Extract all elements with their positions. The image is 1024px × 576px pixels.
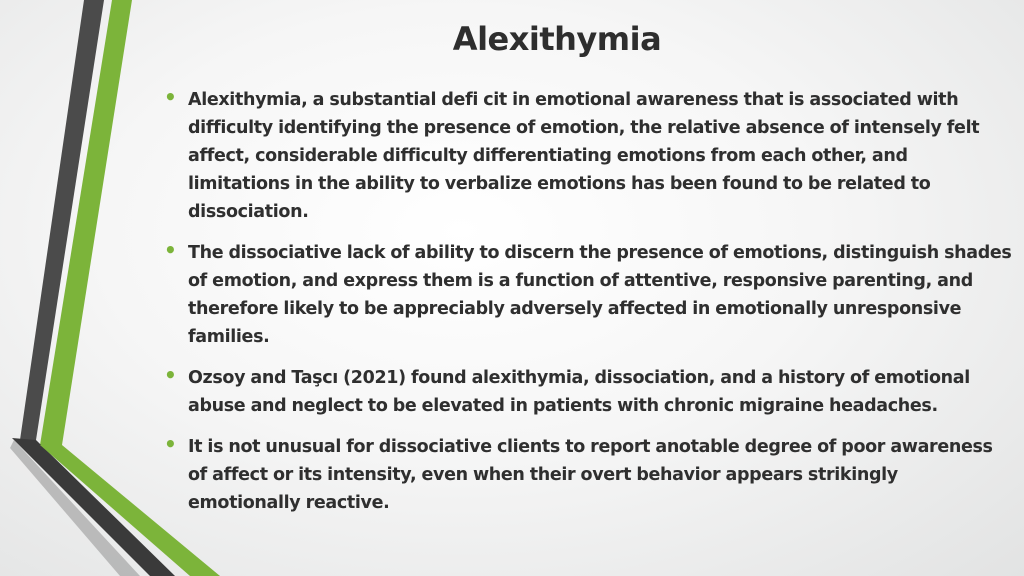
bullet-marker: • (164, 432, 177, 456)
bullet-item (164, 239, 1014, 351)
bullet-text: Alexithymia, a substantial defi cit in emotional awareness that is associated with difficulty identifying the presence of emotion, the relative absence of intensely felt affect, considerable difficulty differentiating emotions from each other, and limitations in the ability to verbalize emotions has been found to be related to dissociation. (188, 90, 980, 222)
bullet-text: It is not unusual for dissociative clients to report anotable degree of poor awareness of affect or its intensity, even when their overt behavior appears strikingly emotionally reactive. (188, 437, 993, 513)
slide-title: Alexithymia (452, 20, 662, 58)
bullet-list (164, 86, 1014, 530)
bullet-item (164, 86, 1014, 226)
dark-lower-stripe (12, 438, 175, 576)
bullet-marker: • (164, 85, 177, 109)
bullet-text: Ozsoy and Taşcı (2021) found alexithymia, dissociation, and a history of emotional abuse and neglect to be elevated in patients with chronic migraine headaches. (188, 368, 970, 416)
bullet-item (164, 364, 1014, 420)
bullet-marker: • (164, 238, 177, 262)
bullet-item (164, 433, 1014, 517)
bullet-text: The dissociative lack of ability to discern the presence of emotions, distinguish shades of emotion, and express them is a function of attentive, responsive parenting, and therefore likely to be appreciably adversely affected in emotionally unresponsive families. (188, 243, 1012, 347)
bullet-marker: • (164, 363, 177, 387)
